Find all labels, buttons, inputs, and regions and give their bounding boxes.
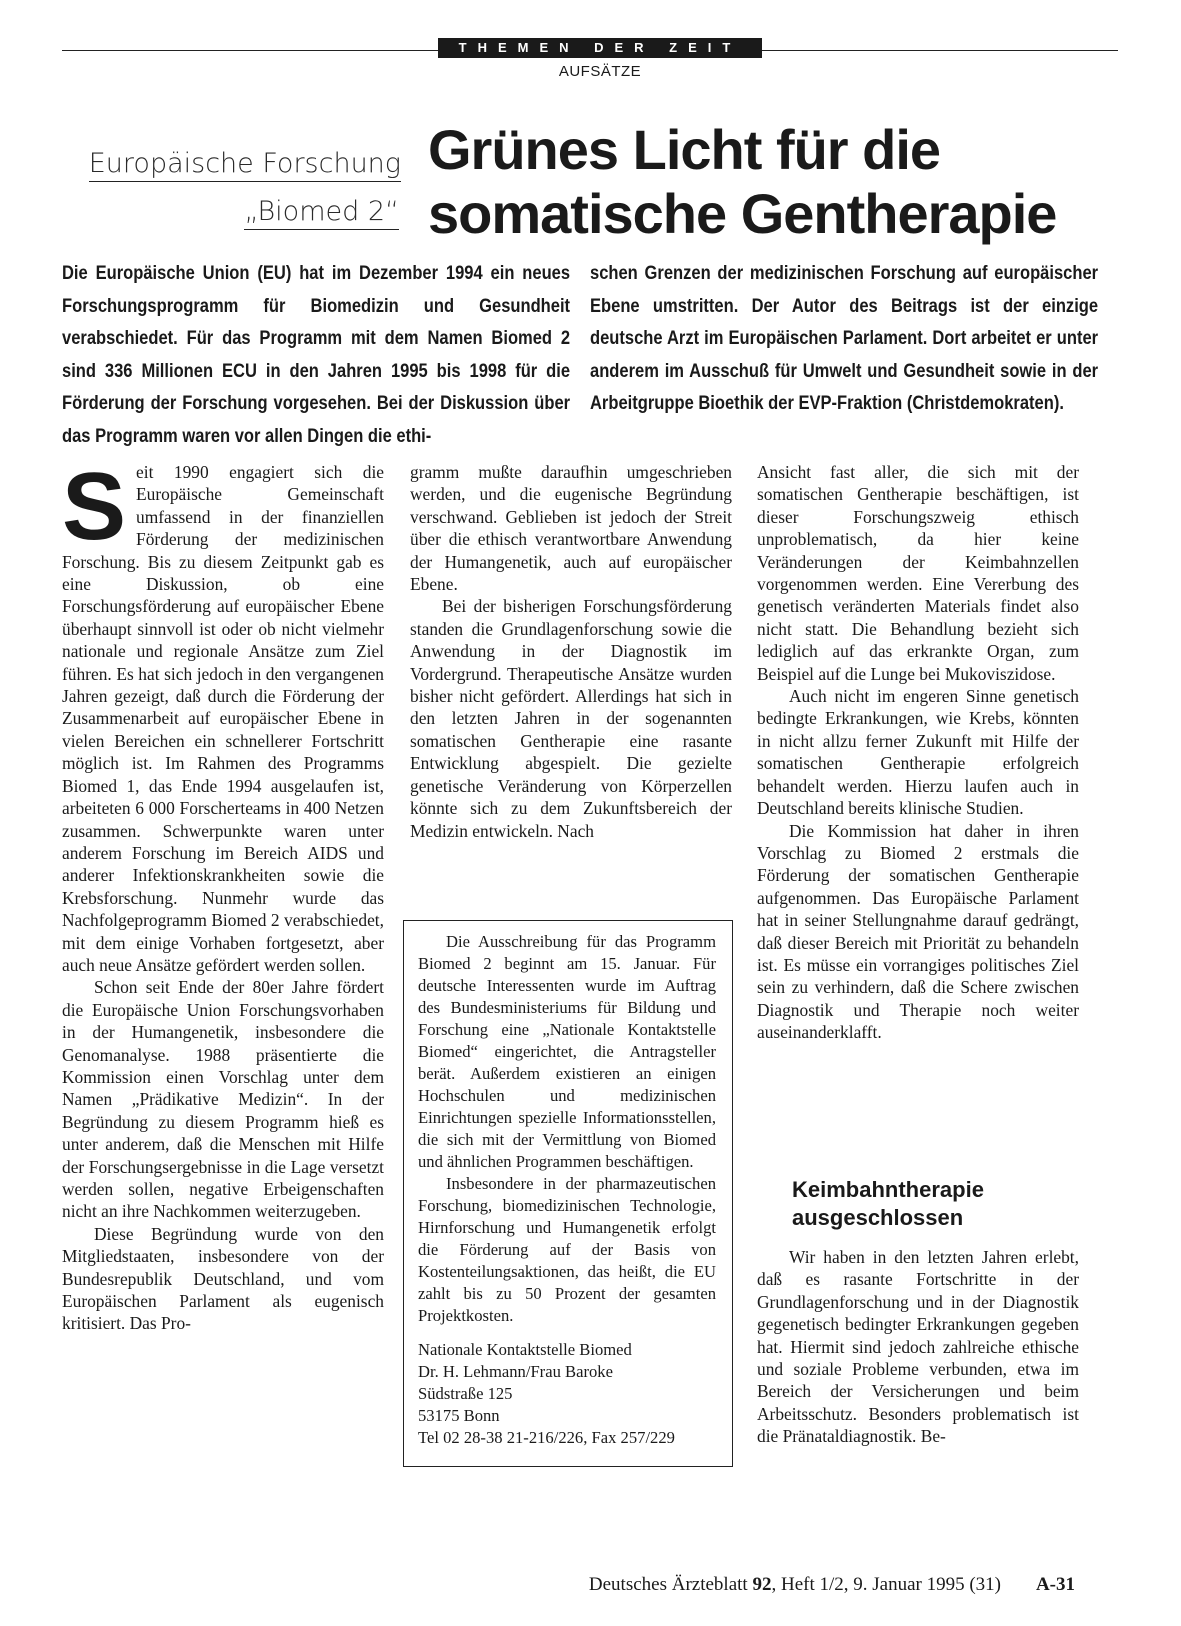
lead-column-1: Die Europäische Union (EU) hat im Dezember 1994 ein neues Forschungsprogramm für Biomedizin und Gesundheit verabschiedet. Für das Programm mit dem Namen Biomed 2 sind 336 Millionen ECU in den Jahren 1995 bis 1998 für die Förderung der Forschung vorgesehen. Bei der Diskussion über das Programm waren vor allen Dingen die ethi- [62,263,571,447]
info-box [403,920,733,1467]
info-paragraph: Insbesondere in der pharmazeutischen Forschung, biomedizinischen Technologie, Hirnforschung und Humangenetik erfolgt die Förderung auf der Basis von Kostenteilungsaktionen, das heißt, die EU zahlt bis zu 50 Prozent der gesamten Projektkosten. [418,1174,716,1325]
paragraph: Bei der bisherigen Forschungsförderung standen die Grundlagenforschung sowie die Anwendung in der Diagnostik im Vordergrund. Therapeutische Ansätze wurden bisher nicht gefördert. Allerdings hat sich in den letzten Jahren in der sogenannten somatischen Gentherapie eine rasante Entwicklung abgespielt. Die gezielte genetische Veränderung von Körperzellen könnte sich zu dem Zukunftsbereich der Medizin entwickeln. Nach [410,596,732,841]
info-box-text [418,931,716,1449]
header-rule-left [62,50,438,51]
citation-volume: 92 [752,1574,772,1595]
paragraph: Ansicht fast aller, die sich mit der somatischen Gentherapie beschäftigen, ist dieser Forschungszweig ethisch unproblematisch, da hier keine Veränderungen der Keimbahnzellen vorgenommen werden. Eine Vererbung des genetisch veränderten Materials findet also nicht statt. Die Behandlung bezieht sich lediglich auf das erkrankte Organ, zum Beispiel auf die Lunge bei Mukoviszidose. [757,462,1079,684]
address-line: Tel 02 28-38 21-216/226, Fax 257/229 [418,1428,675,1447]
headline [428,118,1128,246]
address-line: Südstraße 125 [418,1384,513,1403]
address-line: Dr. H. Lehmann/Frau Baroke [418,1362,613,1381]
headline-line-1: Grünes Licht für die [428,118,941,181]
page-number: A-31 [1035,1574,1075,1595]
citation-journal: Deutsches Ärzteblatt [588,1574,753,1595]
kicker-line-1: Europäische Forschung [89,148,401,182]
body-column-1 [62,453,384,1335]
contact-address [418,1339,716,1449]
paragraph: Diese Begründung wurde von den Mitgliedstaaten, insbesondere von der Bundesrepublik Deutschland, und vom Europäischen Parlament als eugenisch kritisiert. Das Pro- [62,1223,384,1334]
paragraph: Auch nicht im engeren Sinne genetisch bedingte Erkrankungen, wie Krebs, könnten in nicht allzu ferner Zukunft mit Hilfe der somatischen Gentherapie erfolgreich behandelt werden. Hierzu laufen auch in Deutschland bereits klinische Studien. [757,686,1079,819]
section-subtitle: AUFSÄTZE [558,63,642,80]
paragraph-text: eit 1990 engagiert sich die Europäische Gemeinschaft umfassend in der finanziellen Förderung der medizinischen Forschung. Bis zu diesem Zeitpunkt gab es eine Diskussion, ob eine Forschungsförderung auf europäischer Ebene überhaupt sinnvoll ist oder ob nicht vielmehr nationale und regionale Ansätze zum Ziel führen. Es hat sich jedoch in den vergangenen Jahren gezeigt, daß durch die Förderung der Zusammenarbeit auf europäischer Ebene in vielen Bereichen ein schnellerer Fortschritt möglich ist. Im Rahmen des Programms Biomed 1, das Ende 1994 ausgelaufen ist, arbeiteten 6 000 Forscherteams in 400 Netzen zusammen. Schwerpunkte waren unter anderem Forschung im Bereich AIDS und anderer Infektionskrankheiten sowie die Krebsforschung. Nunmehr wurde das Nachfolgeprogramm Biomed 2 verabschiedet, mit dem einige Vorhaben fortgesetzt, aber auch neue Ansätze gefördert werden sollen. [62,462,384,975]
paragraph: Wir haben in den letzten Jahren erlebt, daß es rasante Fortschritte in der Grundlagenforschung und in der Diagnostik gegenetisch bedingter Erkrankungen gegeben hat. Hiermit sind jedoch zahlreiche ethische und soziale Probleme verbunden, etwa im Bereich der Versicherungen und beim Arbeitsschutz. Besonders problematisch ist die Pränataldiagnostik. Be- [757,1247,1079,1447]
kicker-line-2: „Biomed 2“ [244,196,399,230]
drop-cap: S [62,453,127,560]
citation-issue: , Heft 1/2, 9. Januar 1995 (31) [771,1574,1001,1595]
info-paragraph: Die Ausschreibung für das Programm Biomed 2 beginnt am 15. Januar. Für deutsche Interessenten wurde im Auftrag des Bundesministeriums für Bildung und Forschung eine „Nationale Kontaktstelle Biomed“ eingerichtet, die Antragsteller berät. Außerdem existieren an einigen Hochschulen und medizinischen Einrichtungen spezielle Informationsstellen, die sich mit der Vermittlung von Biomed und ähnlichen Programmen beschäftigen. [418,932,716,1171]
address-line: 53175 Bonn [418,1406,500,1425]
footer-citation [589,1574,1001,1596]
body-column-2 [410,461,732,842]
paragraph: Die Kommission hat daher in ihren Vorschlag zu Biomed 2 erstmals die Förderung der somatischen Gentherapie aufgenommen. Das Europäische Parlament hat in seiner Stellungnahme darauf gedrängt, daß dieser Bereich mit Priorität zu behandeln ist. Es müsse ein vorrangiges politisches Ziel sein zu verhindern, daß die Schere zwischen Diagnostik und Therapie noch weiter auseinanderklafft. [757,820,1079,1043]
body-column-3-continued [757,1246,1079,1448]
section-title: THEMEN DER ZEIT [438,38,762,58]
paragraph [62,453,384,976]
paragraph: Schon seit Ende der 80er Jahre fördert die Europäische Union Forschungsvorhaben in der Humangenetik, insbesondere die Genomanalyse. 1988 präsentierte die Kommission einen Vorschlag unter dem Namen „Prädikative Medizin“. In der Begründung zu diesem Programm hieß es unter anderem, daß die Menschen mit Hilfe der Forschungsergebnisse in die Lage versetzt werden sollen, negative Erbeigenschaften nicht an ihre Nachkommen weiterzugeben. [62,977,384,1222]
header-rule-right [762,50,1118,51]
paragraph: gramm mußte daraufhin umgeschrieben werden, und die eugenische Begründung verschwand. Geblieben ist jedoch der Streit über die ethisch verantwortbare Anwendung der Humangenetik, auch auf europäischer Ebene. [410,462,732,595]
headline-line-2: somatische Gentherapie [428,182,1057,245]
subheading: Keimbahntherapie ausgeschlossen [792,1177,984,1230]
address-line: Nationale Kontaktstelle Biomed [418,1340,632,1359]
lead-column-2: schen Grenzen der medizinischen Forschung auf europäischer Ebene umstritten. Der Autor des Beitrags ist der einzige deutsche Arzt im Europäischen Parlament. Dort arbeitet er unter anderem im Ausschuß für Umwelt und Gesundheit sowie in der Arbeitgruppe Bioethik der EVP-Fraktion (Christdemokraten). [590,263,1099,414]
body-column-3 [757,461,1079,1044]
